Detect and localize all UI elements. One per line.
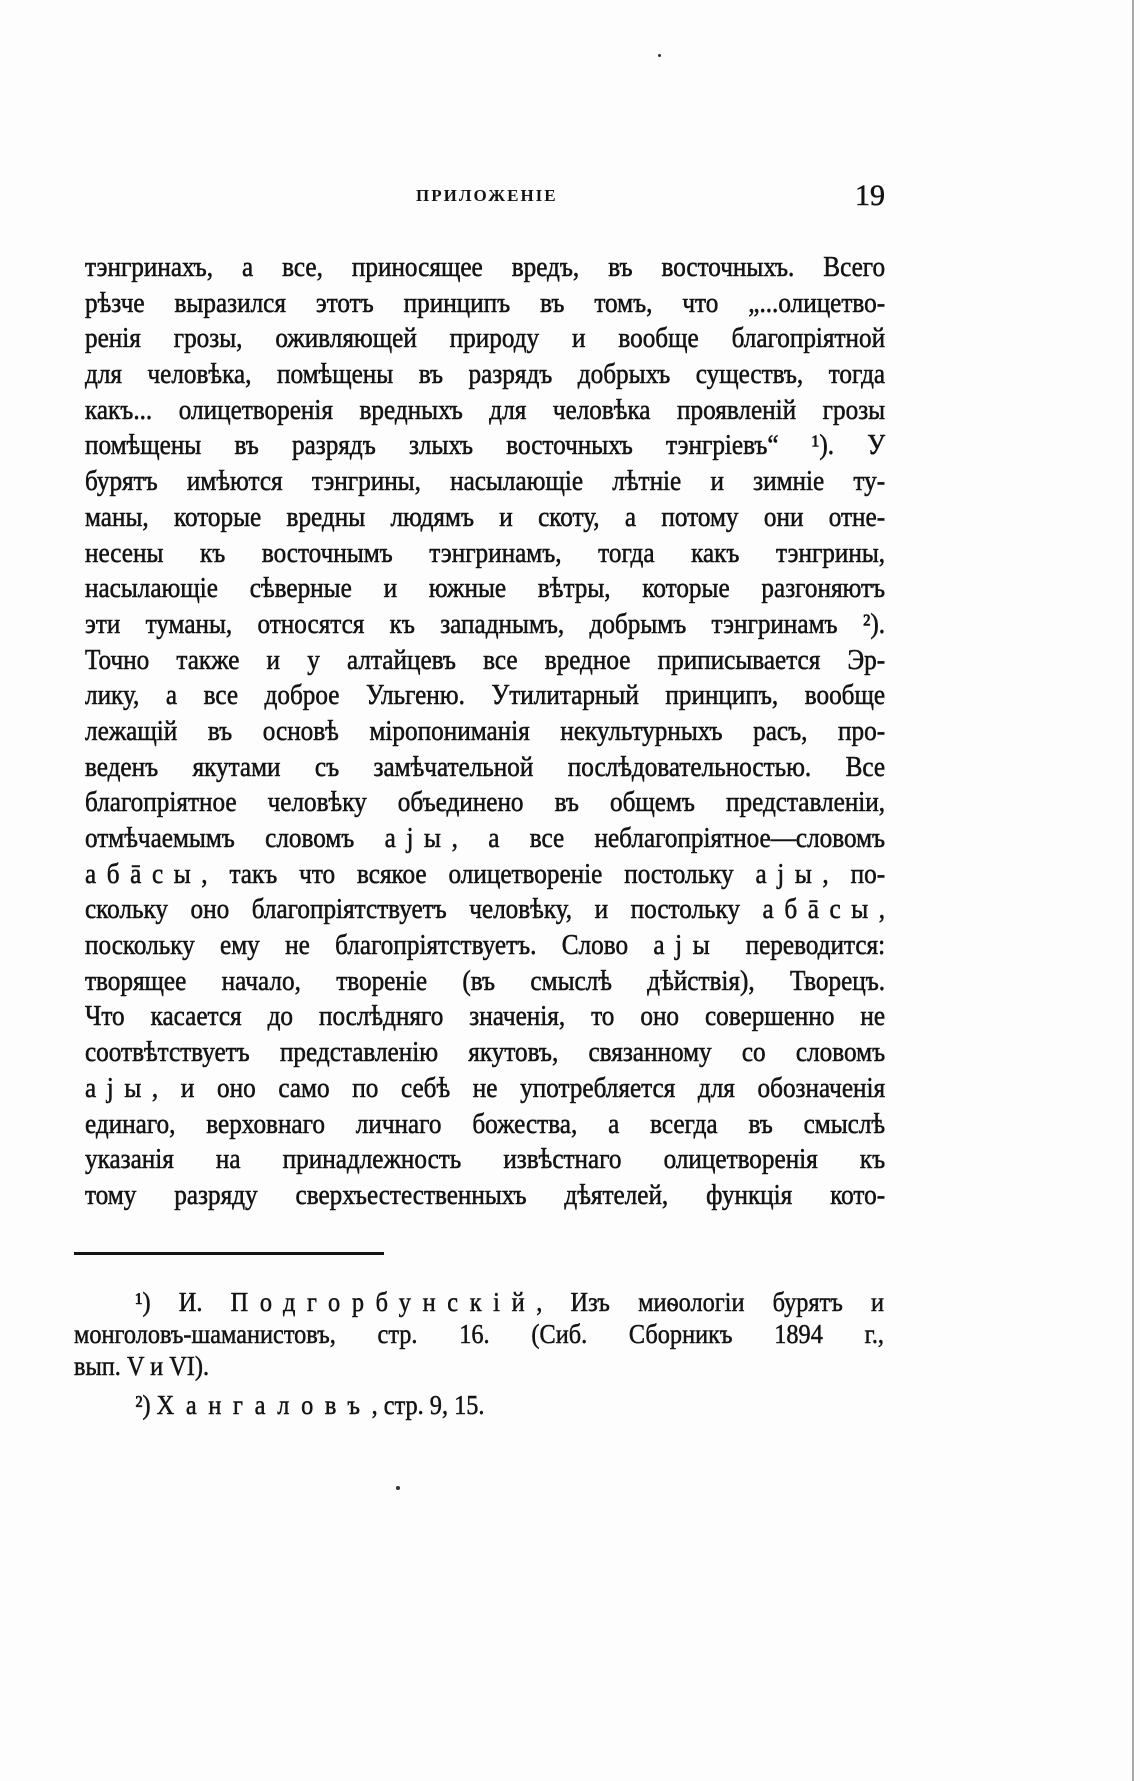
- line-text: отмѣчаемымъ словомъ: [85, 823, 385, 854]
- line-text: ,: [878, 894, 886, 926]
- footnote: [74, 1286, 884, 1382]
- spaced-term: аjы: [653, 930, 721, 962]
- spaced-term: Хангаловъ: [156, 1390, 372, 1420]
- footnote-rule: [74, 1252, 384, 1255]
- running-title: ПРИЛОЖЕНІЕ: [416, 186, 558, 205]
- line-text: , а все неблагопріятное—словомъ: [451, 823, 886, 854]
- body-line: маны, которые вредны людямъ и скоту, а потому они отне-: [85, 501, 886, 533]
- body-line: [85, 892, 885, 928]
- line-text: , по-: [822, 858, 886, 890]
- footnote-line: [74, 1286, 884, 1318]
- body-line: для человѣка, помѣщены въ разрядъ добрыхъ существъ, тогда: [85, 359, 886, 391]
- line-text: , и оно само по себѣ не употребляется для обозначенія: [151, 1072, 886, 1104]
- scan-speck: [658, 54, 661, 57]
- body-text: [85, 250, 885, 1214]
- body-line: тэнгринахъ, а все, приносящее вредъ, въ восточныхъ. Всего: [85, 252, 886, 283]
- body-line: [85, 1071, 885, 1107]
- footnote-line: монголовъ-шаманистовъ, стр. 16. (Сиб. Сборникъ 1894 г.,: [74, 1319, 884, 1349]
- body-line: творящее начало, твореніе (въ смыслѣ дѣйствія), Творецъ.: [85, 965, 886, 997]
- spaced-term: аjы: [755, 858, 823, 890]
- body-line: единаго, верховнаго личнаго божества, а всегда въ смыслѣ: [85, 1108, 886, 1140]
- body-line: указанія на принадлежность извѣстнаго олицетворенія къ: [85, 1144, 886, 1176]
- body-line: Точно также и у алтайцевъ все вредное приписывается Эр-: [85, 644, 886, 676]
- line-text: скольку оно благопріятствуетъ человѣку, и постольку: [85, 894, 763, 926]
- line-text: переводится:: [720, 930, 886, 962]
- page-number: 19: [855, 179, 885, 212]
- body-line: ренія грозы, оживляющей природу и вообще благопріятной: [85, 323, 886, 355]
- line-text: , Изъ миѳологіи бурятъ и: [536, 1287, 884, 1317]
- spaced-term: абāсы: [762, 894, 879, 926]
- body-line: Что касается до послѣдняго значенія, то оно совершенно не: [85, 1001, 886, 1033]
- body-line: благопріятное человѣку объединено въ общемъ представленіи,: [85, 787, 886, 819]
- body-line: лежащій въ основѣ міропониманія некультурныхъ расъ, про-: [85, 715, 886, 747]
- line-text: , такъ что всякое олицетвореніе постольку: [201, 858, 756, 890]
- body-line: [85, 821, 885, 857]
- scan-edge-line: [1132, 0, 1134, 1781]
- scan-speck: [396, 1486, 400, 1490]
- body-line: эти туманы, относятся къ западнымъ, добрымъ тэнгринамъ ²).: [85, 608, 886, 640]
- body-line: тому разряду сверхъестественныхъ дѣятелей, функція кото-: [85, 1179, 886, 1211]
- spaced-term: абāсы: [85, 858, 202, 890]
- body-line: несены къ восточнымъ тэнгринамъ, тогда какъ тэнгрины,: [85, 537, 886, 569]
- footnote-line: [74, 1389, 884, 1421]
- body-line: веденъ якутами съ замѣчательной послѣдовательностью. Все: [85, 751, 886, 783]
- body-line: бурятъ имѣются тэнгрины, насылающіе лѣтніе и зимніе ту-: [85, 466, 886, 498]
- line-text: , стр. 9, 15.: [371, 1390, 485, 1420]
- footnote: [74, 1389, 884, 1421]
- body-line: какъ... олицетворенія вредныхъ для человѣка проявленій грозы: [85, 394, 886, 426]
- line-text: ²): [135, 1390, 157, 1420]
- body-line: [85, 857, 885, 893]
- body-line: помѣщены въ разрядъ злыхъ восточныхъ тэнгріевъ“ ¹). У: [85, 430, 886, 462]
- footnote-line: вып. V и VI).: [74, 1351, 210, 1381]
- line-text: поскольку ему не благопріятствуетъ. Слово: [85, 930, 654, 962]
- body-line: насылающіе сѣверные и южные вѣтры, которые разгоняютъ: [85, 573, 886, 605]
- line-text: ¹) И.: [135, 1287, 231, 1317]
- body-line: [85, 928, 885, 964]
- spaced-term: Подгорбунскій: [230, 1287, 537, 1317]
- body-line: лику, а все доброе Ульгеню. Утилитарный принципъ, вообще: [85, 680, 886, 712]
- body-line: соотвѣтствуетъ представленію якутовъ, связанному со словомъ: [85, 1037, 886, 1069]
- spaced-term: аjы: [384, 823, 452, 854]
- spaced-term: аjы: [85, 1072, 152, 1104]
- body-line: рѣзче выразился этотъ принципъ въ томъ, что „...олицетво-: [85, 287, 886, 319]
